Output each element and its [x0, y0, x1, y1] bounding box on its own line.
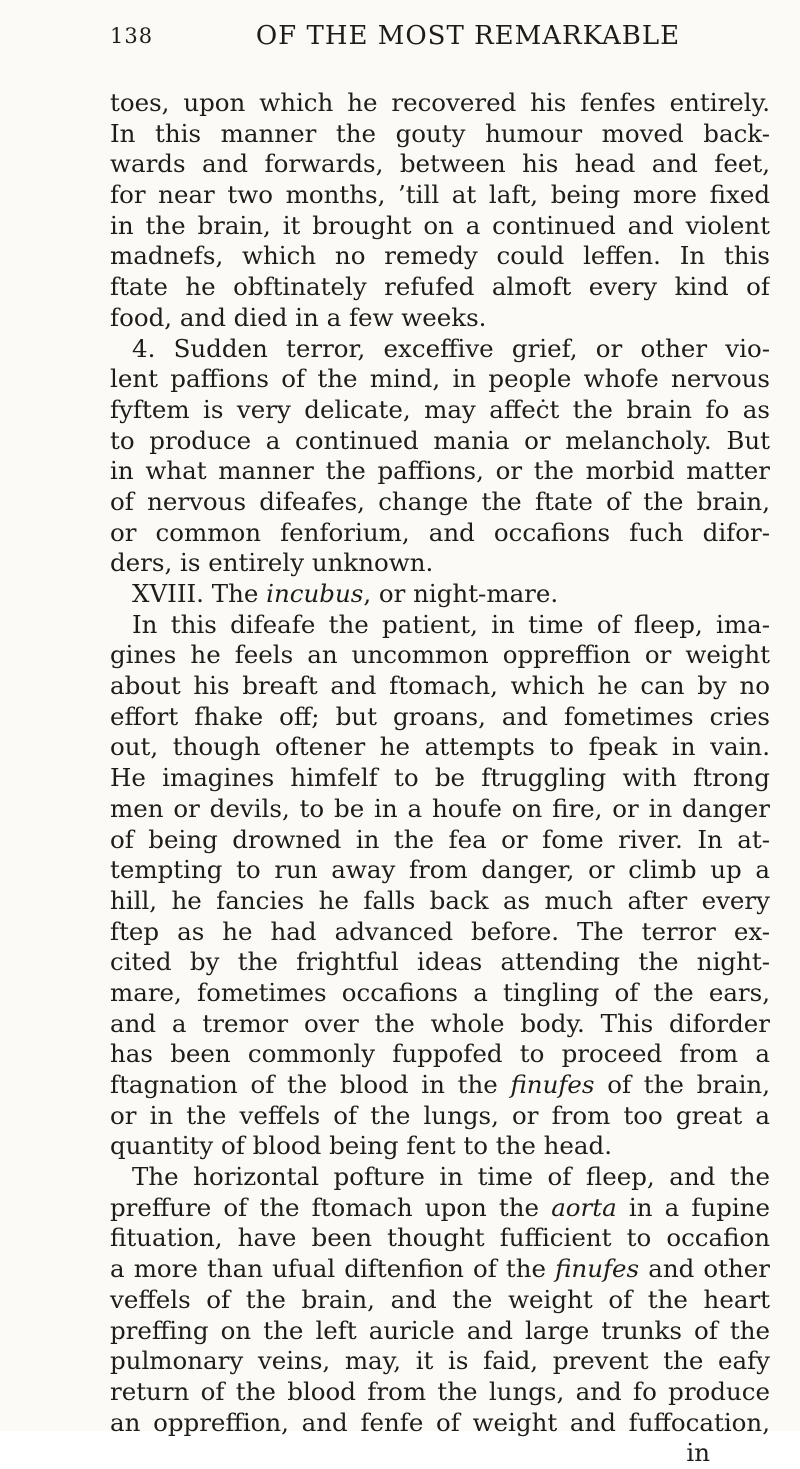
text-line: effort fhake off; but groans, and fometimes cries [110, 701, 770, 731]
text-line: in the brain, it brought on a continued and violent [110, 210, 770, 240]
text-line: quantity of blood being fent to the head. [110, 1131, 612, 1161]
text-line: ftep as he had advanced before. The terror ex- [110, 916, 770, 946]
text-line: of nervous difeafes, change the ftate of the brain, [110, 486, 770, 516]
text-line: fyftem is very delicate, may affeċt the brain fo as [110, 394, 770, 424]
text-line: In this manner the gouty humour moved back- [110, 118, 770, 148]
text-line: wards and forwards, between his head and feet, [110, 149, 770, 179]
text-line: for near two months, ’till at laft, being more fixed [110, 180, 770, 210]
text-line: 4. Sudden terror, exceffive grief, or other vio- [132, 333, 770, 363]
section-heading: XVIII. The incubus, or night-mare. [132, 579, 559, 608]
body-text [110, 88, 770, 1469]
text-line: ders, is entirely unknown. [110, 548, 434, 578]
text-line: out, though oftener he attempts to fpeak in vain. [110, 732, 770, 762]
text-line: preffure of the ftomach upon the aorta in a fupine [110, 1192, 770, 1222]
text-line: madnefs, which no remedy could leffen. In this [110, 241, 770, 271]
text-line: to produce a continued mania or melancholy. But [110, 425, 770, 455]
text-line: lent paffions of the mind, in people whofe nervous [110, 364, 770, 394]
text-line: or in the veffels of the lungs, or from too great a [110, 1100, 770, 1130]
text-line: cited by the frightful ideas attending the night- [110, 947, 770, 977]
text-line: men or devils, to be in a houfe on fire, or in danger [110, 793, 770, 823]
text-line: gines he feels an uncommon oppreffion or weight [110, 640, 770, 670]
text-line: a more than ufual diftenfion of the finufes and other [110, 1254, 770, 1284]
text-line: an oppreffion, and fenfe of weight and fuffocation, [110, 1407, 770, 1437]
text-line: In this difeafe the patient, in time of fleep, ima- [132, 609, 770, 639]
running-title: OF THE MOST REMARKABLE [255, 21, 681, 51]
text-line: preffing on the left auricle and large trunks of the [110, 1315, 770, 1345]
page-header [110, 16, 770, 56]
page-number: 138 [110, 24, 154, 48]
catchword: in [686, 1438, 710, 1468]
text-line: and a tremor over the whole body. This diforder [110, 1008, 770, 1038]
text-line: veffels of the brain, and the weight of the heart [110, 1284, 770, 1314]
text-line: ftagnation of the blood in the finufes of the brain, [110, 1070, 770, 1099]
text-line: has been commonly fuppofed to proceed from a [110, 1039, 770, 1069]
text-line: in what manner the paffions, or the morbid matter [110, 456, 770, 486]
text-line: or common fenforium, and occafions fuch difor- [110, 517, 770, 547]
text-line: The horizontal pofture in time of fleep, and the [132, 1162, 770, 1192]
text-line: hill, he fancies he falls back as much after every [110, 885, 770, 915]
text-line: about his breaft and ftomach, which he can by no [110, 671, 770, 701]
text-line: of being drowned in the fea or fome river. In at- [110, 824, 770, 854]
text-line: return of the blood from the lungs, and fo produce [110, 1376, 770, 1406]
text-line: food, and died in a few weeks. [110, 302, 487, 332]
text-line: mare, fometimes occafions a tingling of the ears, [110, 977, 770, 1007]
text-line: fituation, have been thought fufficient to occafion [110, 1223, 770, 1253]
text-line: tempting to run away from danger, or climb up a [110, 855, 770, 885]
text-line: pulmonary veins, may, it is faid, prevent the eafy [110, 1346, 770, 1376]
text-line: toes, upon which he recovered his fenfes entirely. [110, 88, 770, 117]
text-line: He imagines himfelf to be ftruggling with ftrong [110, 763, 770, 793]
text-line: ftate he obftinately refufed almoft every kind of [110, 272, 770, 302]
